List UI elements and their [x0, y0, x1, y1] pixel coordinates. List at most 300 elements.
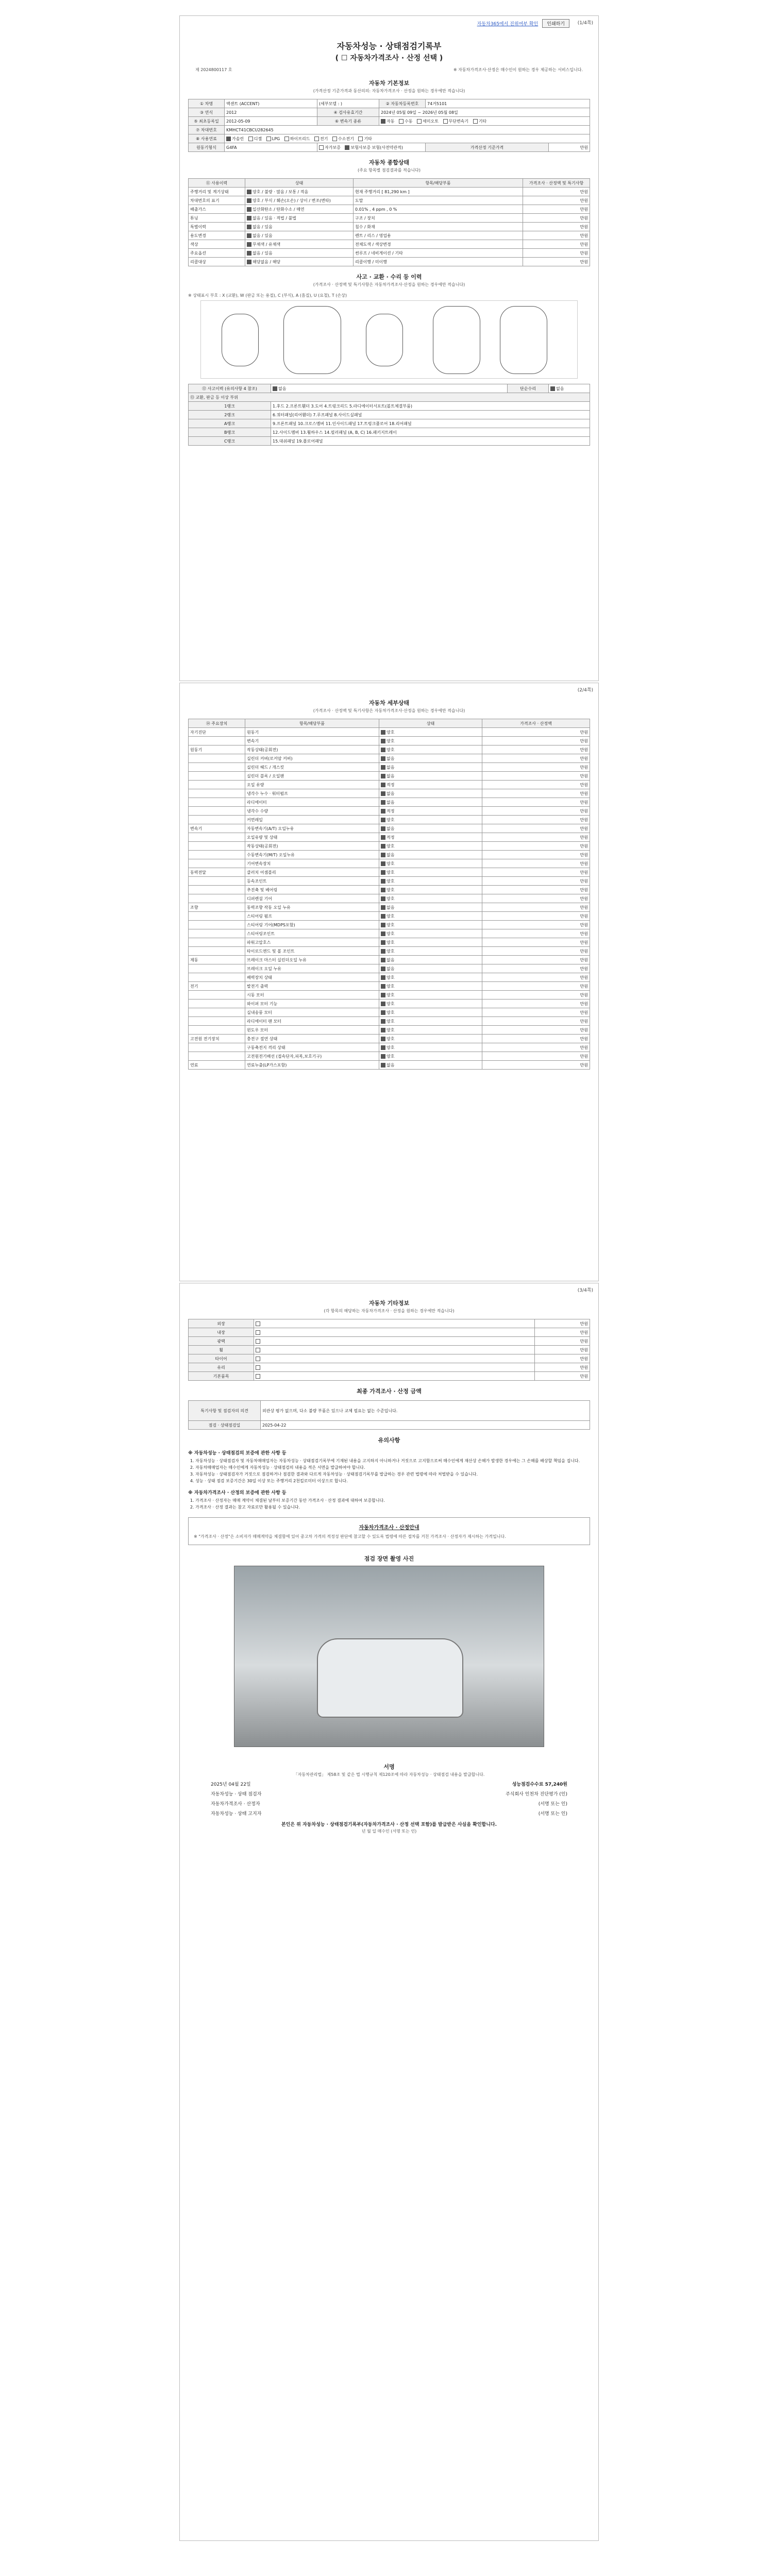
trans-opt-cvt: 무단변속기: [443, 119, 469, 124]
simple-repair-label: 단순수리: [508, 384, 549, 393]
system-cell: 원동기: [189, 745, 245, 754]
price-cell: 만원: [482, 903, 590, 912]
price-cell: 만원: [482, 964, 590, 973]
part-cell: 연료누출(LP가스포함): [245, 1061, 379, 1070]
final-title: 최종 가격조사 · 산정 금액: [357, 1388, 422, 1395]
checkbox-icon: [381, 896, 385, 901]
price-label: 가격산정 기준가격: [426, 143, 549, 152]
fuel-options: [225, 134, 590, 143]
checkbox-icon: [247, 216, 251, 221]
price-cell: 만원: [482, 763, 590, 772]
etc-item: 기본품목: [189, 1372, 254, 1381]
state-cell: 없음: [379, 824, 482, 833]
list-item: 1. 가격조사 · 산정자는 매매 계약이 체결된 날부터 보증기간 동안 가격조사 · 산정 결과에 대하여 보증합니다.: [195, 1498, 590, 1503]
checkbox-icon: [256, 1339, 260, 1344]
table-row: 용도변경 없음 / 있음 렌트 / 리스 / 영업용 만원: [189, 231, 590, 240]
insp-period: 2024년 05월 09일 ~ 2026년 05월 08일: [379, 108, 590, 117]
system-cell: [189, 877, 245, 886]
fuel-opt-hybrid: 하이브리드: [284, 137, 310, 141]
photo-title: 점검 장면 촬영 사진: [364, 1555, 414, 1562]
price-cell: 만원: [482, 851, 590, 859]
checkbox-icon: [399, 119, 404, 124]
checkbox-icon: [256, 1321, 260, 1326]
part-cell: 스티어링 기어(MDPS포함): [245, 921, 379, 929]
status-head-detail: 항목/해당부품: [354, 179, 523, 188]
checkbox-icon: [247, 198, 251, 203]
system-cell: [189, 1026, 245, 1035]
page-number: (1/4쪽): [577, 21, 593, 26]
detail-table: [188, 719, 590, 1070]
checkbox-icon: [381, 783, 385, 787]
list-item: 2. 가격조사 · 산정 결과는 참고 자료로만 활용될 수 있습니다.: [195, 1504, 590, 1510]
price-cell: 만원: [482, 737, 590, 745]
checkbox-icon: [358, 137, 363, 141]
etc-check: [254, 1372, 535, 1381]
part-cell: 디퍼렌셜 기어: [245, 894, 379, 903]
table-row: A랭크 9.프론트패널 10.크로스멤버 11.인사이드패널 17.트렁크플로어 18.리어패널: [189, 419, 590, 428]
vin: KMHCT41CBCU282645: [225, 126, 590, 134]
table-row: [189, 1328, 590, 1337]
document-title: 자동차성능 · 상태점검기록부: [337, 41, 442, 51]
price-cell: 만원: [482, 1061, 590, 1070]
trans-opt-etc: 기타: [473, 119, 486, 124]
sign-title: 서명: [383, 1764, 395, 1770]
system-cell: [189, 816, 245, 824]
table-row: [189, 903, 590, 912]
checkbox-icon: [381, 931, 385, 936]
checkbox-icon: [381, 958, 385, 962]
state-cell: 양호: [379, 877, 482, 886]
checkbox-icon: [381, 1010, 385, 1015]
state-cell: 없음: [379, 1061, 482, 1070]
part-cell: 오일 유량: [245, 781, 379, 789]
table-row: [189, 991, 590, 999]
detail-body: [189, 728, 590, 1070]
notice1-list: [188, 1458, 590, 1484]
sign-text: 「자동차관리법」 제58조 및 같은 법 시행규칙 제120조에 따라 자동차성능 · 상태점검 내용을 발급합니다.: [293, 1772, 485, 1777]
part-cell: 변속기: [245, 737, 379, 745]
etc-item: 휠: [189, 1346, 254, 1354]
state-cell: 없음: [379, 754, 482, 763]
fuel-opt-etc: 기타: [358, 137, 372, 141]
part-cell: 와이퍼 모터 기능: [245, 999, 379, 1008]
seal-2: (서명 또는 인): [538, 1802, 567, 1807]
table-row: [189, 956, 590, 964]
price-cell: 만원: [482, 798, 590, 807]
part-cell: 실내송풍 모터: [245, 1008, 379, 1017]
part-cell: 실린더 커버(로커암 커버): [245, 754, 379, 763]
table-row: [189, 772, 590, 781]
date: 2025-04-22: [261, 1421, 590, 1430]
status-head-usage: ⑪ 사용이력: [189, 179, 245, 188]
meta-line: [180, 67, 598, 73]
price-cell: 만원: [482, 1052, 590, 1061]
part-cell: 파워고압호스: [245, 938, 379, 947]
checkbox-icon: [319, 145, 324, 150]
system-cell: [189, 1008, 245, 1017]
checkbox-icon: [381, 975, 385, 980]
table-row: [189, 1372, 590, 1381]
price-cell: 만원: [482, 894, 590, 903]
part-cell: 실린더 헤드 / 개스킷: [245, 763, 379, 772]
part-cell: 스티어링조인트: [245, 929, 379, 938]
checkbox-icon: [247, 233, 251, 238]
price-cell: 만원: [482, 929, 590, 938]
state-cell: 없음: [379, 798, 482, 807]
doc-notice: ※ 자동차가격조사·산정은 매수인이 원하는 경우 제공하는 서비스입니다.: [453, 67, 583, 72]
checkbox-icon: [247, 242, 251, 247]
table-row: [189, 1337, 590, 1346]
checkbox-icon: [345, 145, 349, 150]
system-cell: [189, 947, 245, 956]
price-cell: 만원: [482, 956, 590, 964]
price-cell: 만원: [482, 859, 590, 868]
year-label: ③ 연식: [189, 108, 225, 117]
state-cell: 양호: [379, 1026, 482, 1035]
price-cell: 만원: [482, 1035, 590, 1043]
state-cell: 양호: [379, 859, 482, 868]
price-cell: 만원: [482, 999, 590, 1008]
part-cell: 수동변속기(M/T) 오일누유: [245, 851, 379, 859]
state-cell: 양호: [379, 816, 482, 824]
checkbox-icon: [473, 119, 478, 124]
checkbox-icon: [247, 190, 251, 194]
state-cell: 양호: [379, 1008, 482, 1017]
table-row: [189, 1354, 590, 1363]
notice2-title: ※ 자동차가격조사 · 산정의 보증에 관한 사항 등: [188, 1490, 287, 1496]
table-row: [189, 737, 590, 745]
price-cell: 만원: [482, 877, 590, 886]
warranty-options: [317, 143, 426, 152]
checkbox-icon: [381, 1045, 385, 1050]
price-cell: 만원: [482, 938, 590, 947]
car-side-right-icon: [366, 314, 403, 366]
price-cell: 만원: [482, 921, 590, 929]
document-subtitle: ( ☐ 자동차가격조사 · 산정 선택 ): [335, 54, 443, 62]
system-cell: [189, 1043, 245, 1052]
table-row: [189, 824, 590, 833]
top-actions: [477, 19, 569, 28]
table-row: [189, 807, 590, 816]
table-row: [189, 789, 590, 798]
part-cell: 배력장치 상태: [245, 973, 379, 982]
table-row: [189, 938, 590, 947]
price-cell: 만원: [482, 789, 590, 798]
system-cell: [189, 886, 245, 894]
table-row: [189, 781, 590, 789]
part-cell: 충전구 절연 상태: [245, 1035, 379, 1043]
trans-label: ⑥ 변속기 종류: [317, 117, 379, 126]
checkbox-icon: [381, 809, 385, 814]
state-cell: 양호: [379, 912, 482, 921]
car-name: 액센트 (ACCENT): [225, 99, 317, 108]
legend: ※ 상태표시 부호 : X (교환), W (판금 또는 용접), C (부식), A (흠집), U (요철), T (손상): [188, 293, 347, 298]
etc-price: 만원: [535, 1372, 590, 1381]
state-cell: 양호: [379, 737, 482, 745]
detail-title: 자동차 세부상태: [368, 700, 410, 706]
table-row: [189, 921, 590, 929]
year: 2012: [225, 108, 317, 117]
table-row: [189, 1346, 590, 1354]
table-row: [189, 728, 590, 737]
verify-link[interactable]: 자동차365에서 진위여부 확인: [477, 22, 539, 27]
state-cell: 없음: [379, 903, 482, 912]
table-row: [189, 1363, 590, 1372]
table-row: [189, 833, 590, 842]
state-cell: 양호: [379, 1017, 482, 1026]
price-guide-box: [188, 1517, 590, 1545]
checkbox-icon: [273, 386, 277, 391]
part-cell: 윈도우 모터: [245, 1026, 379, 1035]
checkbox-icon: [247, 225, 251, 229]
checkbox-icon: [381, 835, 385, 840]
table-row: [189, 754, 590, 763]
fee: 성능점검수수료 57,240원: [512, 1782, 567, 1787]
checkbox-icon: [381, 1019, 385, 1024]
checkbox-icon: [284, 137, 289, 141]
accident-label: ⑫ 사고이력 (유의사항 4 참조): [189, 384, 271, 393]
system-cell: [189, 938, 245, 947]
system-cell: [189, 833, 245, 842]
state-cell: 양호: [379, 947, 482, 956]
table-row: 배출가스 일산화탄소 / 탄화수소 / 매연 0.01% , 4 ppm , 0 % 만원: [189, 205, 590, 214]
state-cell: 적정: [379, 781, 482, 789]
part-cell: 타이로드엔드 및 볼 조인트: [245, 947, 379, 956]
table-row: 색상 무채색 / 유채색 전체도색 / 색상변경 만원: [189, 240, 590, 249]
etc-check: [254, 1319, 535, 1328]
table-row: C랭크 15.대쉬패널 19.플로어패널: [189, 437, 590, 446]
list-item: 4. 성능 · 상태 점검 보증기간은 30일 이상 또는 주행거리 2천킬로미터 이상으로 합니다.: [195, 1478, 590, 1484]
state-cell: 양호: [379, 929, 482, 938]
price-cell: 만원: [482, 982, 590, 991]
checkbox-icon: [381, 1037, 385, 1041]
table-row: [189, 1043, 590, 1052]
part-cell: 시동 모터: [245, 991, 379, 999]
table-row: [189, 1026, 590, 1035]
checkbox-icon: [248, 137, 253, 141]
table-row: [189, 894, 590, 903]
price-cell: 만원: [482, 912, 590, 921]
part-cell: 고전원전기배선 (접속단자,피복,보호기구): [245, 1052, 379, 1061]
page-2: [179, 683, 599, 1281]
checkbox-icon: [381, 967, 385, 971]
checkbox-icon: [381, 888, 385, 892]
detail-note: (가격조사 · 산정액 및 특기사항은 자동차가격조사·산정을 원하는 경우에만 적습니다): [313, 708, 465, 713]
checkbox-icon: [256, 1357, 260, 1361]
notice1-title: ※ 자동차성능 · 상태점검의 보증에 관한 사항 등: [188, 1451, 287, 1456]
insp-period-label: ④ 검사유효기간: [317, 108, 379, 117]
price-cell: 만원: [482, 745, 590, 754]
state-cell: 적정: [379, 807, 482, 816]
etc-check: [254, 1363, 535, 1372]
reg-label: ② 자동차등록번호: [379, 99, 426, 108]
trans-opt-auto: 자동: [381, 119, 394, 124]
fuel-opt-gasoline: 가솔린: [226, 137, 244, 141]
price-cell: 만원: [482, 833, 590, 842]
state-cell: 양호: [379, 982, 482, 991]
price-cell: 만원: [482, 991, 590, 999]
print-button[interactable]: 인쇄하기: [542, 19, 569, 28]
checkbox-icon: [381, 1063, 385, 1067]
etc-check: [254, 1354, 535, 1363]
part-cell: 냉각수 수량: [245, 807, 379, 816]
table-row: 특별이력 없음 / 있음 침수 / 화재 만원: [189, 223, 590, 231]
system-cell: 동력전달: [189, 868, 245, 877]
state-cell: 없음: [379, 772, 482, 781]
price-unit: 만원: [549, 143, 590, 152]
inspection-photo: [234, 1566, 544, 1747]
table-row: [189, 999, 590, 1008]
part-cell: 동력조향 작동 오일 누유: [245, 903, 379, 912]
detail-head-state: 상태: [379, 719, 482, 728]
trans-opt-semi: 세미오토: [417, 119, 439, 124]
etc-item: 내장: [189, 1328, 254, 1337]
checkbox-icon: [417, 119, 422, 124]
car-photo-icon: [317, 1638, 463, 1718]
etc-note: (각 항목의 해당하는 자동차가격조사 · 산정을 원하는 경우에만 적습니다): [324, 1309, 455, 1313]
checkbox-icon: [381, 949, 385, 954]
table-row: [189, 982, 590, 991]
price-cell: 만원: [482, 886, 590, 894]
state-cell: 없음: [379, 964, 482, 973]
system-cell: 연료: [189, 1061, 245, 1070]
notice-title: 유의사항: [378, 1437, 400, 1444]
checkbox-icon: [381, 870, 385, 875]
price-cell: 만원: [482, 947, 590, 956]
price-cell: 만원: [482, 1008, 590, 1017]
basic-info-title: 자동차 기본정보: [368, 80, 410, 87]
accident-note: (가격조사 · 산정액 및 특기사항은 자동차가격조사·산정을 원하는 경우에만 적습니다): [313, 282, 465, 287]
system-cell: [189, 929, 245, 938]
status-title: 자동차 종합상태: [368, 159, 410, 166]
date-label: 점검 · 상태점검일: [189, 1421, 261, 1430]
system-cell: [189, 964, 245, 973]
footer-sign: 년 월 일 매수인 (서명 또는 인): [361, 1829, 417, 1834]
seal-3: (서명 또는 인): [538, 1811, 567, 1817]
checkbox-icon: [550, 386, 555, 391]
table-row: [189, 816, 590, 824]
final-table: [188, 1400, 590, 1430]
table-row: [189, 851, 590, 859]
etc-title: 자동차 기타정보: [368, 1300, 410, 1307]
table-row: 2랭크 6.쿼터패널(리어휀더) 7.루프패널 8.사이드실패널: [189, 411, 590, 419]
page-number: (2/4쪽): [577, 688, 593, 693]
signer-2: 자동차가격조사 · 산정자: [211, 1802, 260, 1807]
table-row: 1랭크 1.후드 2.프론트휀더 3.도어 4.트렁크리드 5.라디에이터서포트(볼트체결부품): [189, 402, 590, 411]
list-item: 3. 자동차성능 · 상태점검자가 거짓으로 점검하거나 점검한 결과와 다르게 자동차성능 · 상태점검기록부를 발급하는 경우 관련 법령에 따라 처벌받을 수 있습니다.: [195, 1471, 590, 1477]
checkbox-icon: [381, 756, 385, 761]
table-row: 주요옵션 없음 / 있음 썬루프 / 네비게이션 / 기타 만원: [189, 249, 590, 258]
price-cell: 만원: [482, 807, 590, 816]
etc-price: 만원: [535, 1363, 590, 1372]
checkbox-icon: [381, 905, 385, 910]
vin-label: ⑦ 차대번호: [189, 126, 225, 134]
part-cell: 브레이크 마스터 실린더오일 누유: [245, 956, 379, 964]
system-cell: [189, 1052, 245, 1061]
page-number: (3/4쪽): [577, 1288, 593, 1293]
system-cell: [189, 842, 245, 851]
first-reg-label: ⑤ 최초등록일: [189, 117, 225, 126]
table-row: [189, 973, 590, 982]
checkbox-icon: [381, 826, 385, 831]
list-item: 1. 자동차성능 · 상태점검자 및 자동차매매업자는 자동차성능 · 상태점검기록부에 기재된 내용을 고지하지 아니하거나 거짓으로 고지함으로써 매수인에게 재산상 손해가 발생한 경우에는 그 손해를 배상할 책임을 집니다.: [195, 1458, 590, 1464]
part-cell: 원동기: [245, 728, 379, 737]
part-cell: 발전기 출력: [245, 982, 379, 991]
table-row: [189, 964, 590, 973]
car-side-left-icon: [222, 314, 259, 366]
etc-table: [188, 1319, 590, 1381]
footer-text: 본인은 위 자동차성능 · 상태점검기록부(자동차가격조사 · 산정 선택 포함)를 발급받은 사실을 확인합니다.: [281, 1822, 497, 1827]
part-cell: 브레이크 오일 누유: [245, 964, 379, 973]
checkbox-icon: [381, 739, 385, 743]
system-cell: [189, 894, 245, 903]
table-row: [189, 1052, 590, 1061]
checkbox-icon: [381, 984, 385, 989]
part-cell: 오일유량 및 상태: [245, 833, 379, 842]
system-cell: 변속기: [189, 824, 245, 833]
etc-price: 만원: [535, 1319, 590, 1328]
system-cell: [189, 1017, 245, 1026]
checkbox-icon: [381, 923, 385, 927]
fuel-opt-lpg: LPG: [266, 137, 280, 141]
state-cell: 없음: [379, 763, 482, 772]
table-row: [189, 798, 590, 807]
checkbox-icon: [381, 853, 385, 857]
price-cell: 만원: [482, 868, 590, 877]
state-cell: 양호: [379, 868, 482, 877]
warranty-opt-self: 자가보증: [319, 145, 341, 150]
state-cell: 양호: [379, 921, 482, 929]
first-reg: 2012-05-09: [225, 117, 317, 126]
sign-date: 2025년 04월 22일: [211, 1782, 251, 1787]
state-cell: 양호: [379, 728, 482, 737]
part-cell: 기어변속장치: [245, 859, 379, 868]
part-cell: 라디에이터: [245, 798, 379, 807]
state-cell: 양호: [379, 745, 482, 754]
car-frame-front-icon: [433, 306, 480, 374]
system-cell: 고전원 전기장치: [189, 1035, 245, 1043]
etc-price: 만원: [535, 1337, 590, 1346]
system-cell: [189, 859, 245, 868]
etc-check: [254, 1328, 535, 1337]
etc-item: 타이어: [189, 1354, 254, 1363]
table-row: [189, 1008, 590, 1017]
car-frame-rear-icon: [500, 306, 547, 374]
accident-title: 사고 · 교환 · 수리 등 이력: [356, 274, 422, 280]
state-cell: 없음: [379, 789, 482, 798]
etc-item: 외장: [189, 1319, 254, 1328]
table-row: [189, 763, 590, 772]
table-row: [189, 745, 590, 754]
system-cell: [189, 999, 245, 1008]
page-3: [179, 1283, 599, 2541]
table-row: [189, 929, 590, 938]
detail-head-price: 가격조사 · 산정액: [482, 719, 590, 728]
checkbox-icon: [314, 137, 319, 141]
part-cell: 스티어링 펌프: [245, 912, 379, 921]
part-cell: 작동상태(공회전): [245, 842, 379, 851]
etc-check: [254, 1346, 535, 1354]
part-cell: 커먼레일: [245, 816, 379, 824]
price-guide-title: 자동차가격조사 · 산정안내: [359, 1525, 419, 1531]
checkbox-icon: [381, 844, 385, 849]
motor-label: 원동기형식: [189, 143, 225, 152]
part-cell: 실린더 블록 / 오일팬: [245, 772, 379, 781]
part-cell: 추진축 및 베어링: [245, 886, 379, 894]
fuel-label: ⑧ 사용연료: [189, 134, 225, 143]
checkbox-icon: [256, 1348, 260, 1352]
special-text: 외관상 평가 없으며, 다소 불량 부품은 있으나 교체 필요는 없는 수준입니다.: [261, 1401, 590, 1421]
